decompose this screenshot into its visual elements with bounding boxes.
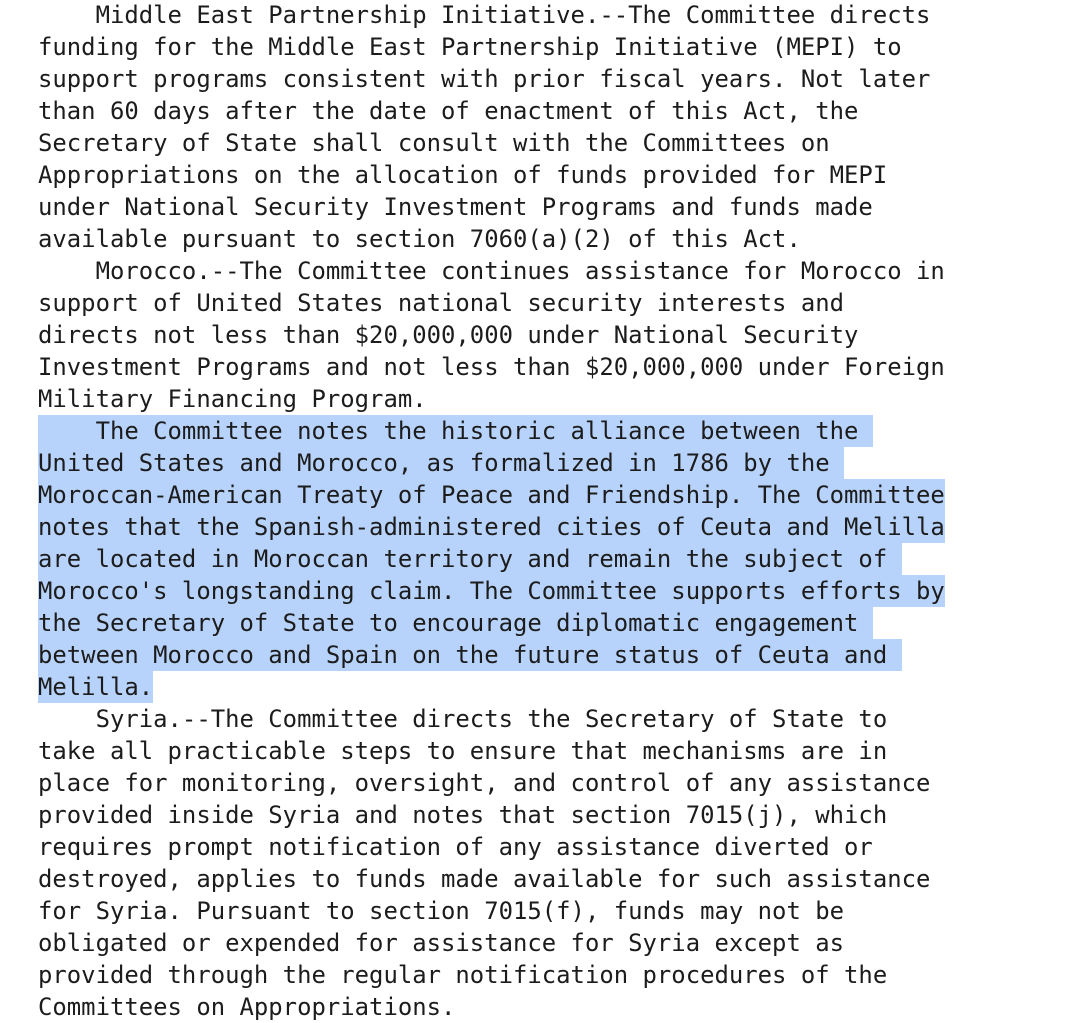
selected-text-line[interactable] [38, 671, 945, 703]
text-line[interactable] [38, 895, 945, 927]
line-text: are located in Moroccan territory and remain the subject of [38, 545, 902, 573]
line-text: Moroccan-American Treaty of Peace and Friendship. The Committee [38, 481, 945, 509]
text-line[interactable] [38, 255, 945, 287]
selected-text-line[interactable] [38, 543, 945, 575]
selected-text-line[interactable] [38, 639, 945, 671]
text-line[interactable] [38, 0, 945, 31]
text-line[interactable] [38, 95, 945, 127]
line-text: between Morocco and Spain on the future status of Ceuta and [38, 641, 902, 669]
line-text: obligated or expended for assistance for Syria except as [38, 929, 845, 957]
line-text: requires prompt notification of any assistance diverted or [38, 833, 873, 861]
document-text [38, 0, 945, 1023]
line-text: notes that the Spanish-administered cities of Ceuta and Melilla [38, 513, 945, 541]
line-text: the Secretary of State to encourage diplomatic engagement [38, 609, 873, 637]
line-text: Melilla. [38, 673, 154, 701]
selected-text-line[interactable] [38, 607, 945, 639]
text-line[interactable] [38, 799, 945, 831]
text-line[interactable] [38, 703, 945, 735]
text-line[interactable] [38, 959, 945, 991]
text-line[interactable] [38, 319, 945, 351]
line-text: take all practicable steps to ensure that mechanisms are in [38, 737, 888, 765]
text-line[interactable] [38, 223, 945, 255]
line-text: than 60 days after the date of enactment of this Act, the [38, 97, 859, 125]
text-line[interactable] [38, 191, 945, 223]
text-line[interactable] [38, 383, 945, 415]
text-line[interactable] [38, 287, 945, 319]
line-text: Morocco.--The Committee continues assistance for Morocco in [38, 257, 945, 285]
line-text: support of United States national security interests and [38, 289, 845, 317]
text-line[interactable] [38, 351, 945, 383]
selected-text-line[interactable] [38, 575, 945, 607]
line-text: available pursuant to section 7060(a)(2) of this Act. [38, 225, 801, 253]
selected-text-line[interactable] [38, 479, 945, 511]
text-line[interactable] [38, 127, 945, 159]
selected-text-line[interactable] [38, 447, 945, 479]
text-line[interactable] [38, 927, 945, 959]
line-text: Middle East Partnership Initiative.--The Committee directs [38, 1, 931, 29]
selected-text-line[interactable] [38, 511, 945, 543]
line-text: provided through the regular notification procedures of the [38, 961, 888, 989]
line-text: support programs consistent with prior fiscal years. Not later [38, 65, 931, 93]
text-line[interactable] [38, 767, 945, 799]
selected-text-line[interactable] [38, 415, 945, 447]
line-text: Secretary of State shall consult with the Committees on [38, 129, 830, 157]
text-line[interactable] [38, 991, 945, 1023]
line-text: for Syria. Pursuant to section 7015(f), funds may not be [38, 897, 845, 925]
text-line[interactable] [38, 863, 945, 895]
line-text: Investment Programs and not less than $20,000,000 under Foreign [38, 353, 945, 381]
line-text: Committees on Appropriations. [38, 993, 456, 1021]
text-line[interactable] [38, 831, 945, 863]
line-text: Military Financing Program. [38, 385, 427, 413]
line-text: United States and Morocco, as formalized in 1786 by the [38, 449, 845, 477]
line-text: under National Security Investment Programs and funds made [38, 193, 873, 221]
line-text: funding for the Middle East Partnership Initiative (MEPI) to [38, 33, 902, 61]
line-text: destroyed, applies to funds made available for such assistance [38, 865, 931, 893]
text-line[interactable] [38, 63, 945, 95]
line-text: place for monitoring, oversight, and control of any assistance [38, 769, 931, 797]
line-text: Morocco's longstanding claim. The Committee supports efforts by [38, 577, 945, 605]
text-line[interactable] [38, 159, 945, 191]
line-text: provided inside Syria and notes that section 7015(j), which [38, 801, 888, 829]
line-text: Appropriations on the allocation of funds provided for MEPI [38, 161, 888, 189]
text-line[interactable] [38, 31, 945, 63]
line-text: directs not less than $20,000,000 under National Security [38, 321, 859, 349]
line-text: The Committee notes the historic alliance between the [38, 417, 873, 445]
text-line[interactable] [38, 735, 945, 767]
line-text: Syria.--The Committee directs the Secretary of State to [38, 705, 888, 733]
